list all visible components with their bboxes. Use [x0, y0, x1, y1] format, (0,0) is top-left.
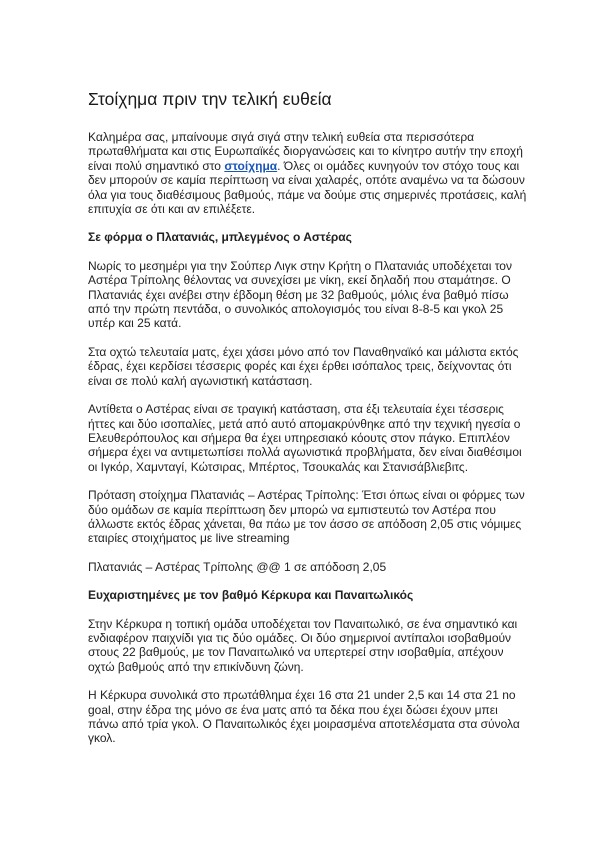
stoixima-link[interactable]: στοίχημα	[224, 158, 278, 173]
document-page	[88, 88, 528, 760]
section1-paragraph-1: Νωρίς το μεσημέρι για την Σούπερ Λιγκ στην Κρήτη ο Πλατανιάς υποδέχεται τον Αστέρα Τρίπολης θέλοντας να συνεχίσει με νίκη, εκεί δηλαδή που σταμάτησε. Ο Πλατανιάς έχει ανέβει στην έβδομη θέση με 32 βαθμούς, μόλις ένα βαθμό πίσω από την πρώτη πεντάδα, ο συνολικός απολογισμός του είναι 8-8-5 και γκολ 25 υπέρ και 25 κατά.	[88, 258, 512, 331]
section2-heading: Ευχαριστημένες με τον βαθμό Κέρκυρα και Παναιτωλικός	[88, 588, 414, 603]
intro-text-after-link: . Όλες οι ομάδες κυνηγούν τον στόχο τους και δεν μπορούν σε καμία περίπτωση να είναι χαλαρές, οπότε αναμένω να τα δώσουν όλα για τους διαθέσιμους βαθμούς, πάμε να δούμε στις σημερινές προτάσεις, καλή επιτυχία σε ότι και αν επιλέξετε.	[88, 158, 527, 217]
intro-paragraph	[88, 130, 528, 216]
section2-paragraph-1: Στην Κέρκυρα η τοπική ομάδα υποδέχεται τον Παναιτωλικό, σε ένα σημαντικό και ενδιαφέρον παιχνίδι για τις δύο ομάδες. Οι δύο σημερινοί αντίπαλοι ισοβαθμούν στους 22 βαθμούς, με τον Παναιτωλικό να υπερτερεί στην ισοβαθμία, απέχουν οχτώ βαθμούς από την επικίνδυνη ζώνη.	[88, 616, 518, 674]
section1-paragraph-3: Αντίθετα ο Αστέρας είναι σε τραγική κατάσταση, στα έξι τελευταία έχει τέσσερις ήττες και δύο ισοπαλίες, μετά από αυτό απομακρύνθηκε από την τεχνική ηγεσία ο Ελευθερόπουλος και σήμερα θα έχει υπηρεσιακό κόουτς στον πάγκο. Επιπλέον σήμερα έχει να αντιμετωπίσει πολλά αγωνιστικά προβλήματα, δεν είναι διαθέσιμοι οι Ιγκόρ, Χαμνταγί, Κώτσιρας, Μπέρτος, Τσουκαλάς και Στανισάβλιεβιτς.	[88, 402, 522, 474]
section1-heading: Σε φόρμα ο Πλατανιάς, μπλεγμένος ο Αστέρας	[88, 230, 352, 245]
section1-paragraph-5: Πλατανιάς – Αστέρας Τρίπολης @@ 1 σε απόδοση 2,05	[88, 559, 387, 574]
section2-paragraph-2: Η Κέρκυρα συνολικά στο πρωτάθλημα έχει 16 στα 21 under 2,5 και 14 στα 21 no goal, στην έδρα της μόνο σε ένα ματς από τα δέκα που έχει δώσει έχουν μπει πάνω από τρία γκολ. Ο Παναιτωλικός έχει μοιρασμένα αποτελέσματα στα σύνολα γκολ.	[88, 688, 520, 746]
section1-paragraph-4: Πρόταση στοίχημα Πλατανιάς – Αστέρας Τρίπολης: Έτσι όπως είναι οι φόρμες των δύο ομάδων σε καμία περίπτωση δεν μπορώ να εμπιστευτώ τον Αστέρα που άλλωστε εκτός έδρας χάνεται, θα πάω με τον άσσο σε απόδοση 2,05 στις νόμιμες εταιρίες στοιχήματος με live streaming	[88, 488, 525, 546]
intro-text-before-link: Καλημέρα σας, μπαίνουμε σιγά σιγά στην τελική ευθεία στα περισσότερα πρωταθλήματα και στις Ευρωπαϊκές διοργανώσεις και το κίνητρο αυτήν την εποχή είναι πολύ σημαντικό στο	[88, 130, 523, 173]
section1-paragraph-2: Στα οχτώ τελευταία ματς, έχει χάσει μόνο από τον Παναθηναϊκό και μάλιστα εκτός έδρας, έχει κερδίσει τέσσερις φορές και έχει έρθει ισόπαλος τρεις, δείχνοντας ότι είναι σε πολύ καλή αγωνιστική κατάσταση.	[88, 344, 519, 388]
page-title: Στοίχημα πριν την τελική ευθεία	[88, 89, 332, 109]
